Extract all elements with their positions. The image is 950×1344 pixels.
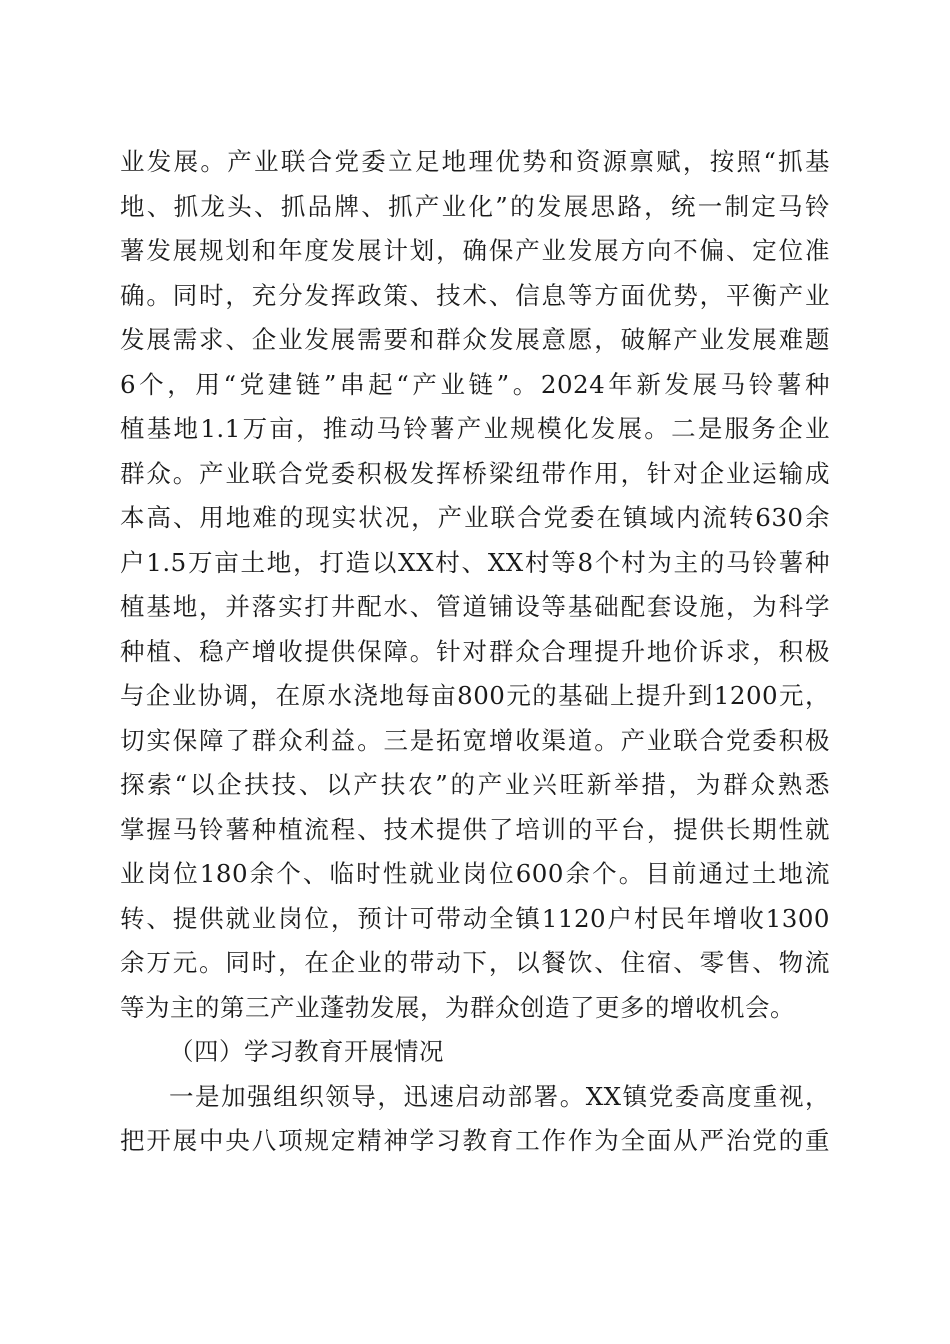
text-line: 薯发展规划和年度发展计划，确保产业发展方向不偏、定位准 xyxy=(120,236,830,265)
text-line: 6个，用“党建链”串起“产业链”。2024年新发展马铃薯种 xyxy=(120,369,830,399)
text-line: 切实保障了群众利益。三是拓宽增收渠道。产业联合党委积极 xyxy=(120,725,830,755)
document-body xyxy=(120,140,830,1164)
text-line: 一是加强组织领导，迅速启动部署。XX镇党委高度重视， xyxy=(169,1081,830,1111)
text-line: 业岗位180余个、临时性就业岗位600余个。目前通过土地流 xyxy=(120,859,830,888)
text-line: 与企业协调，在原水浇地每亩800元的基础上提升到1200元， xyxy=(120,681,830,710)
text-line: 户1.5万亩土地，打造以XX村、XX村等8个村为主的马铃薯种 xyxy=(120,547,830,577)
text-line: 群众。产业联合党委积极发挥桥梁纽带作用，针对企业运输成 xyxy=(120,458,830,488)
text-line: 等为主的第三产业蓬勃发展，为群众创造了更多的增收机会。 xyxy=(120,992,795,1022)
text-line: 余万元。同时，在企业的带动下，以餐饮、住宿、零售、物流 xyxy=(120,948,830,977)
text-line: 业发展。产业联合党委立足地理优势和资源禀赋，按照“抓基 xyxy=(120,147,830,176)
text-line: 本高、用地难的现实状况，产业联合党委在镇域内流转630余 xyxy=(120,503,830,532)
text-line: 地、抓龙头、抓品牌、抓产业化”的发展思路，统一制定马铃 xyxy=(120,191,830,221)
text-line: 种植、稳产增收提供保障。针对群众合理提升地价诉求，积极 xyxy=(120,636,830,666)
text-line: 把开展中央八项规定精神学习教育工作作为全面从严治党的重 xyxy=(120,1126,830,1155)
text-line: 转、提供就业岗位，预计可带动全镇1120户村民年增收1300 xyxy=(120,903,830,933)
text-line: 掌握马铃薯种植流程、技术提供了培训的平台，提供长期性就 xyxy=(120,814,830,844)
paragraph-study-education xyxy=(120,1075,830,1164)
text-line: 植基地1.1万亩，推动马铃薯产业规模化发展。二是服务企业 xyxy=(120,414,830,443)
text-line: 探索“以企扶技、以产扶农”的产业兴旺新举措，为群众熟悉 xyxy=(120,770,830,799)
text-line: 发展需求、企业发展需要和群众发展意愿，破解产业发展难题 xyxy=(120,325,830,354)
section-heading: （四）学习教育开展情况 xyxy=(169,1037,444,1066)
paragraph-industry-development xyxy=(120,140,830,1030)
text-line: 确。同时，充分发挥政策、技术、信息等方面优势，平衡产业 xyxy=(120,280,830,310)
text-line: 植基地，并落实打井配水、管道铺设等基础配套设施，为科学 xyxy=(120,592,830,621)
